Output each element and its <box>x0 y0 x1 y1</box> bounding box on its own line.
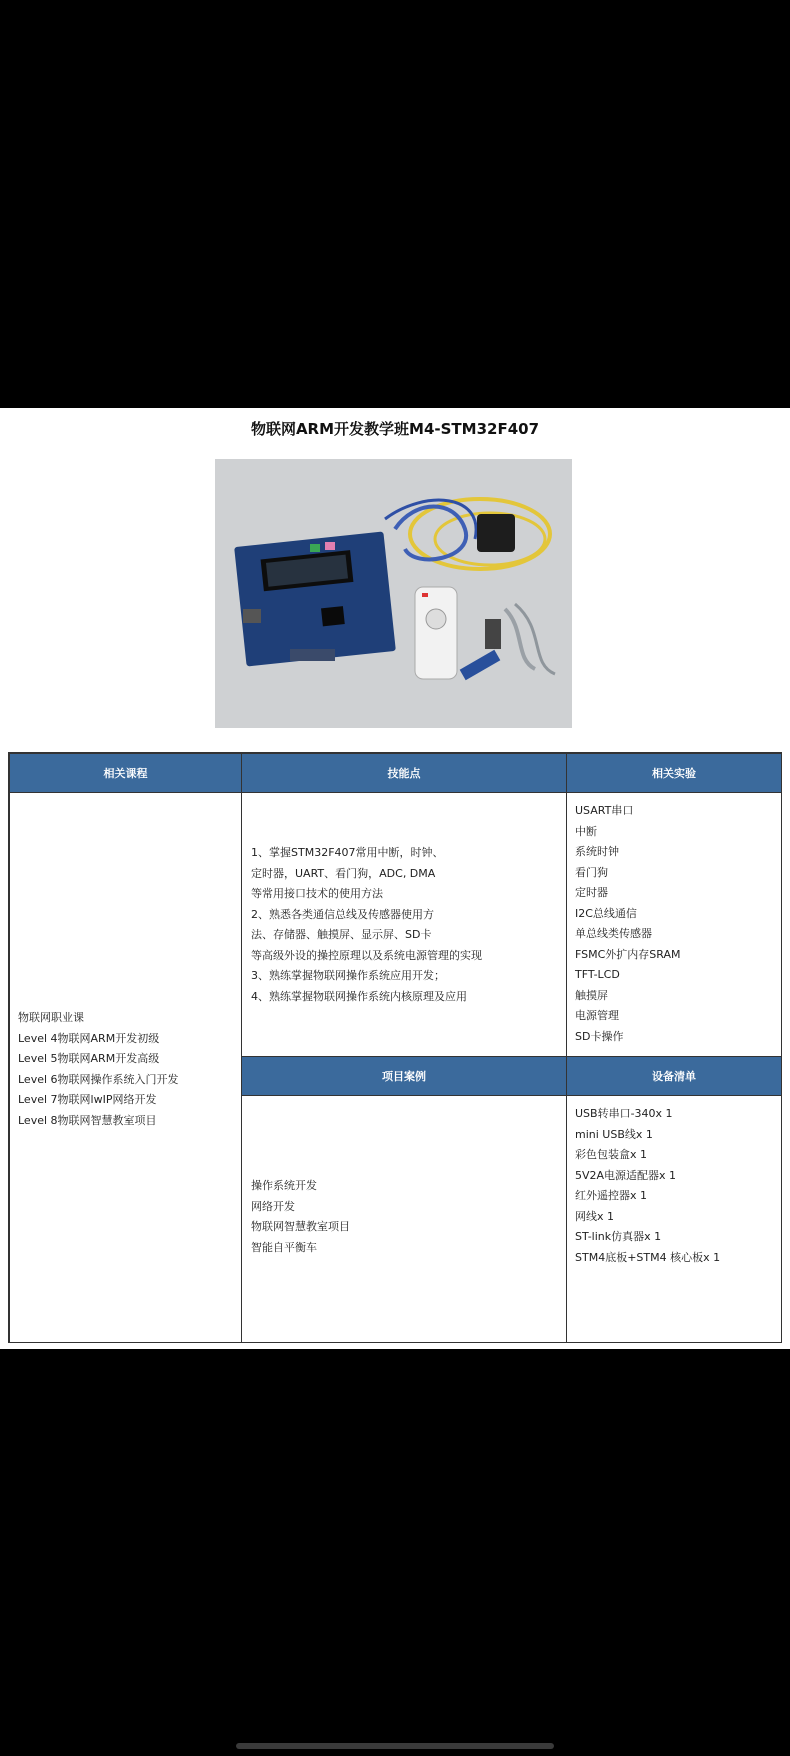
experiment-item: SD卡操作 <box>575 1029 624 1043</box>
project-item: 物联网智慧教室项目 <box>251 1220 350 1233</box>
skills-list <box>251 843 482 1007</box>
header-projects: 项目案例 <box>241 1056 567 1096</box>
bottom-black-area <box>0 1349 790 1756</box>
experiment-item: 电源管理 <box>575 1009 619 1022</box>
experiment-item: TFT-LCD <box>575 968 620 981</box>
equipment-list <box>575 1104 720 1268</box>
equipment-cell <box>566 1095 782 1343</box>
course-item: Level 6物联网操作系统入门开发 <box>18 1072 179 1086</box>
header-experiments: 相关实验 <box>566 753 782 793</box>
experiment-item: 系统时钟 <box>575 845 619 858</box>
courses-cell <box>9 792 242 1343</box>
top-black-area <box>0 0 790 408</box>
experiment-item: 单总线类传感器 <box>575 927 652 940</box>
header-equipment: 设备清单 <box>566 1056 782 1096</box>
skill-line: 1、掌握STM32F407常用中断，时钟、 <box>251 846 444 859</box>
course-item: Level 7物联网lwIP网络开发 <box>18 1093 157 1106</box>
experiment-item: I2C总线通信 <box>575 906 637 920</box>
equipment-item: 彩色包装盒x 1 <box>575 1148 648 1161</box>
skill-line: 等常用接口技术的使用方法 <box>251 887 383 900</box>
skill-line: 等高级外设的操控原理以及系统电源管理的实现 <box>251 948 482 962</box>
skill-line: 法、存储器、触摸屏、显示屏、SD卡 <box>251 928 432 941</box>
page-title: 物联网ARM开发教学班M4-STM32F407 <box>250 420 540 438</box>
course-item: Level 4物联网ARM开发初级 <box>18 1031 160 1045</box>
home-indicator[interactable] <box>236 1743 554 1749</box>
experiments-cell <box>566 792 782 1057</box>
experiments-list <box>575 801 680 1047</box>
projects-list <box>251 1176 350 1258</box>
equipment-item: USB转串口-340x 1 <box>575 1107 673 1120</box>
product-photo <box>215 459 572 728</box>
experiment-item: 触摸屏 <box>575 988 608 1002</box>
experiment-item: 定时器 <box>575 886 608 899</box>
equipment-item: 5V2A电源适配器x 1 <box>575 1168 677 1182</box>
experiment-item: USART串口 <box>575 804 634 817</box>
course-table <box>8 752 782 1343</box>
experiment-item: FSMC外扩内存SRAM <box>575 947 681 961</box>
skill-line: 3、熟练掌握物联网操作系统应用开发； <box>251 969 445 982</box>
equipment-item: 网线x 1 <box>575 1209 615 1223</box>
project-item: 操作系统开发 <box>251 1179 317 1192</box>
header-courses: 相关课程 <box>9 753 242 793</box>
experiment-item: 中断 <box>575 824 597 838</box>
experiment-item: 看门狗 <box>575 865 608 879</box>
dev-kit-illustration <box>215 459 572 728</box>
skills-cell <box>241 792 567 1057</box>
equipment-item: STM4底板+STM4 核心板x 1 <box>575 1250 721 1264</box>
courses-list <box>18 1008 179 1131</box>
equipment-item: ST-link仿真器x 1 <box>575 1230 662 1243</box>
project-item: 网络开发 <box>251 1199 295 1213</box>
skill-line: 2、熟悉各类通信总线及传感器使用方 <box>251 907 434 921</box>
skill-line: 4、熟练掌握物联网操作系统内核原理及应用 <box>251 989 467 1003</box>
course-item: Level 5物联网ARM开发高级 <box>18 1052 160 1065</box>
project-item: 智能自平衡车 <box>251 1240 317 1254</box>
skill-line: 定时器，UART、看门狗，ADC, DMA <box>251 866 436 880</box>
equipment-item: 红外遥控器x 1 <box>575 1189 648 1202</box>
course-item: 物联网职业课 <box>18 1011 84 1024</box>
course-item: Level 8物联网智慧教室项目 <box>18 1113 157 1127</box>
projects-cell <box>241 1095 567 1343</box>
equipment-item: mini USB线x 1 <box>575 1127 653 1141</box>
header-skills: 技能点 <box>241 753 567 793</box>
